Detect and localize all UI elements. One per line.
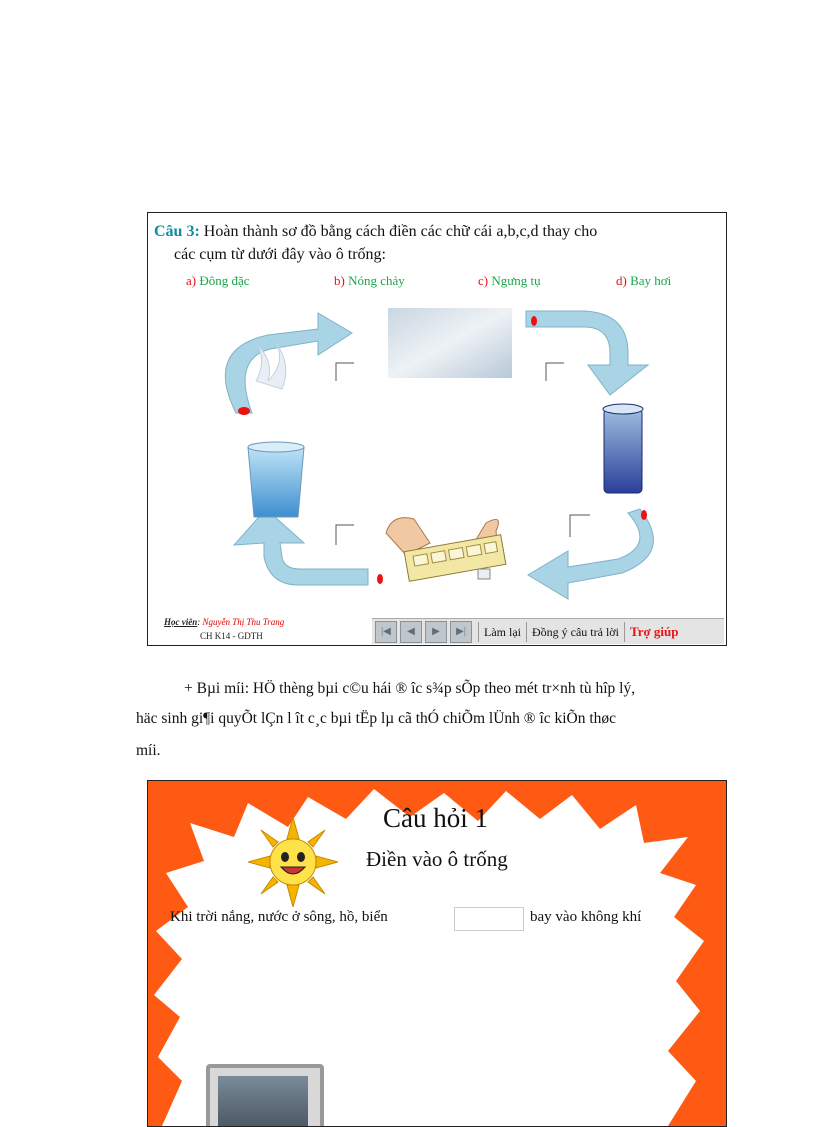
slide-nav-bar (372, 618, 724, 644)
course-label: CH K14 - GDTH (200, 631, 263, 641)
option-a: a) Đông đặc (186, 273, 250, 288)
reset-button[interactable]: Làm lại (478, 622, 526, 642)
red-dot (641, 510, 647, 520)
red-dot (238, 407, 250, 415)
question-text-line1: Hoàn thành sơ đồ bằng cách điền các chữ cái a,b,c,d thay cho (203, 223, 598, 240)
jar-image (603, 404, 643, 493)
paragraph-line2: häc sinh gi¶i quyÕt lÇn l ît c¸c bµi tËp lµ cã thÓ chiÕm lÜnh ® îc kiÕn thøc (136, 710, 617, 727)
answer-blank-c (546, 363, 564, 381)
help-button[interactable]: Trợ giúp (624, 622, 684, 642)
student-credit: Học viên: Nguyễn Thị Thu Trang (164, 617, 285, 627)
slide-water-cycle (147, 212, 727, 646)
answer-blank-b (336, 525, 354, 545)
question-label: Câu 3: (154, 223, 200, 240)
option-d: d) Bay hơi (616, 273, 672, 288)
slide-question-1 (147, 780, 727, 1127)
arrow-melting (234, 509, 368, 585)
glass-steam-image (248, 343, 304, 517)
next-icon[interactable]: ▶ (425, 621, 447, 643)
answer-input[interactable] (454, 907, 524, 931)
option-c: c) Ngưng tụ (478, 273, 541, 288)
last-icon[interactable]: ▶| (450, 621, 472, 643)
answer-blank-a (570, 515, 590, 537)
paragraph-line3: míi. (136, 742, 161, 759)
sentence-part2: bay vào không khí (530, 909, 642, 925)
slide-subtitle: Điền vào ô trống (366, 847, 508, 871)
red-dot (377, 574, 383, 584)
sun-icon (248, 817, 338, 907)
prev-icon[interactable]: ◀ (400, 621, 422, 643)
sentence-part1: Khi trời nắng, nước ở sông, hồ, biển (170, 909, 388, 925)
arrow-condensation (526, 311, 648, 395)
cloud-image (388, 308, 512, 378)
first-icon[interactable]: |◀ (375, 621, 397, 643)
tv-image (206, 1064, 324, 1127)
arrow-evaporation (225, 313, 352, 413)
fill-sentence (170, 909, 642, 926)
answer-blank-d (336, 363, 354, 381)
tv-screen (218, 1076, 308, 1127)
arrow-freezing (528, 509, 653, 599)
water-cycle-diagram (148, 213, 726, 613)
red-dot (531, 316, 537, 326)
option-b: b) Nóng chảy (334, 273, 405, 288)
question-text-line2: các cụm từ dưới đây vào ô trống: (174, 246, 386, 263)
slide-title: Câu hỏi 1 (383, 803, 488, 833)
ice-tray-image (386, 518, 506, 582)
submit-answer-button[interactable]: Đồng ý câu trả lời (526, 622, 624, 642)
paragraph-line1: + Bµi míi: HÖ thèng bµi c©u hái ® îc s¾p sÕp theo mét tr×nh tù hîp lý, (184, 680, 636, 697)
